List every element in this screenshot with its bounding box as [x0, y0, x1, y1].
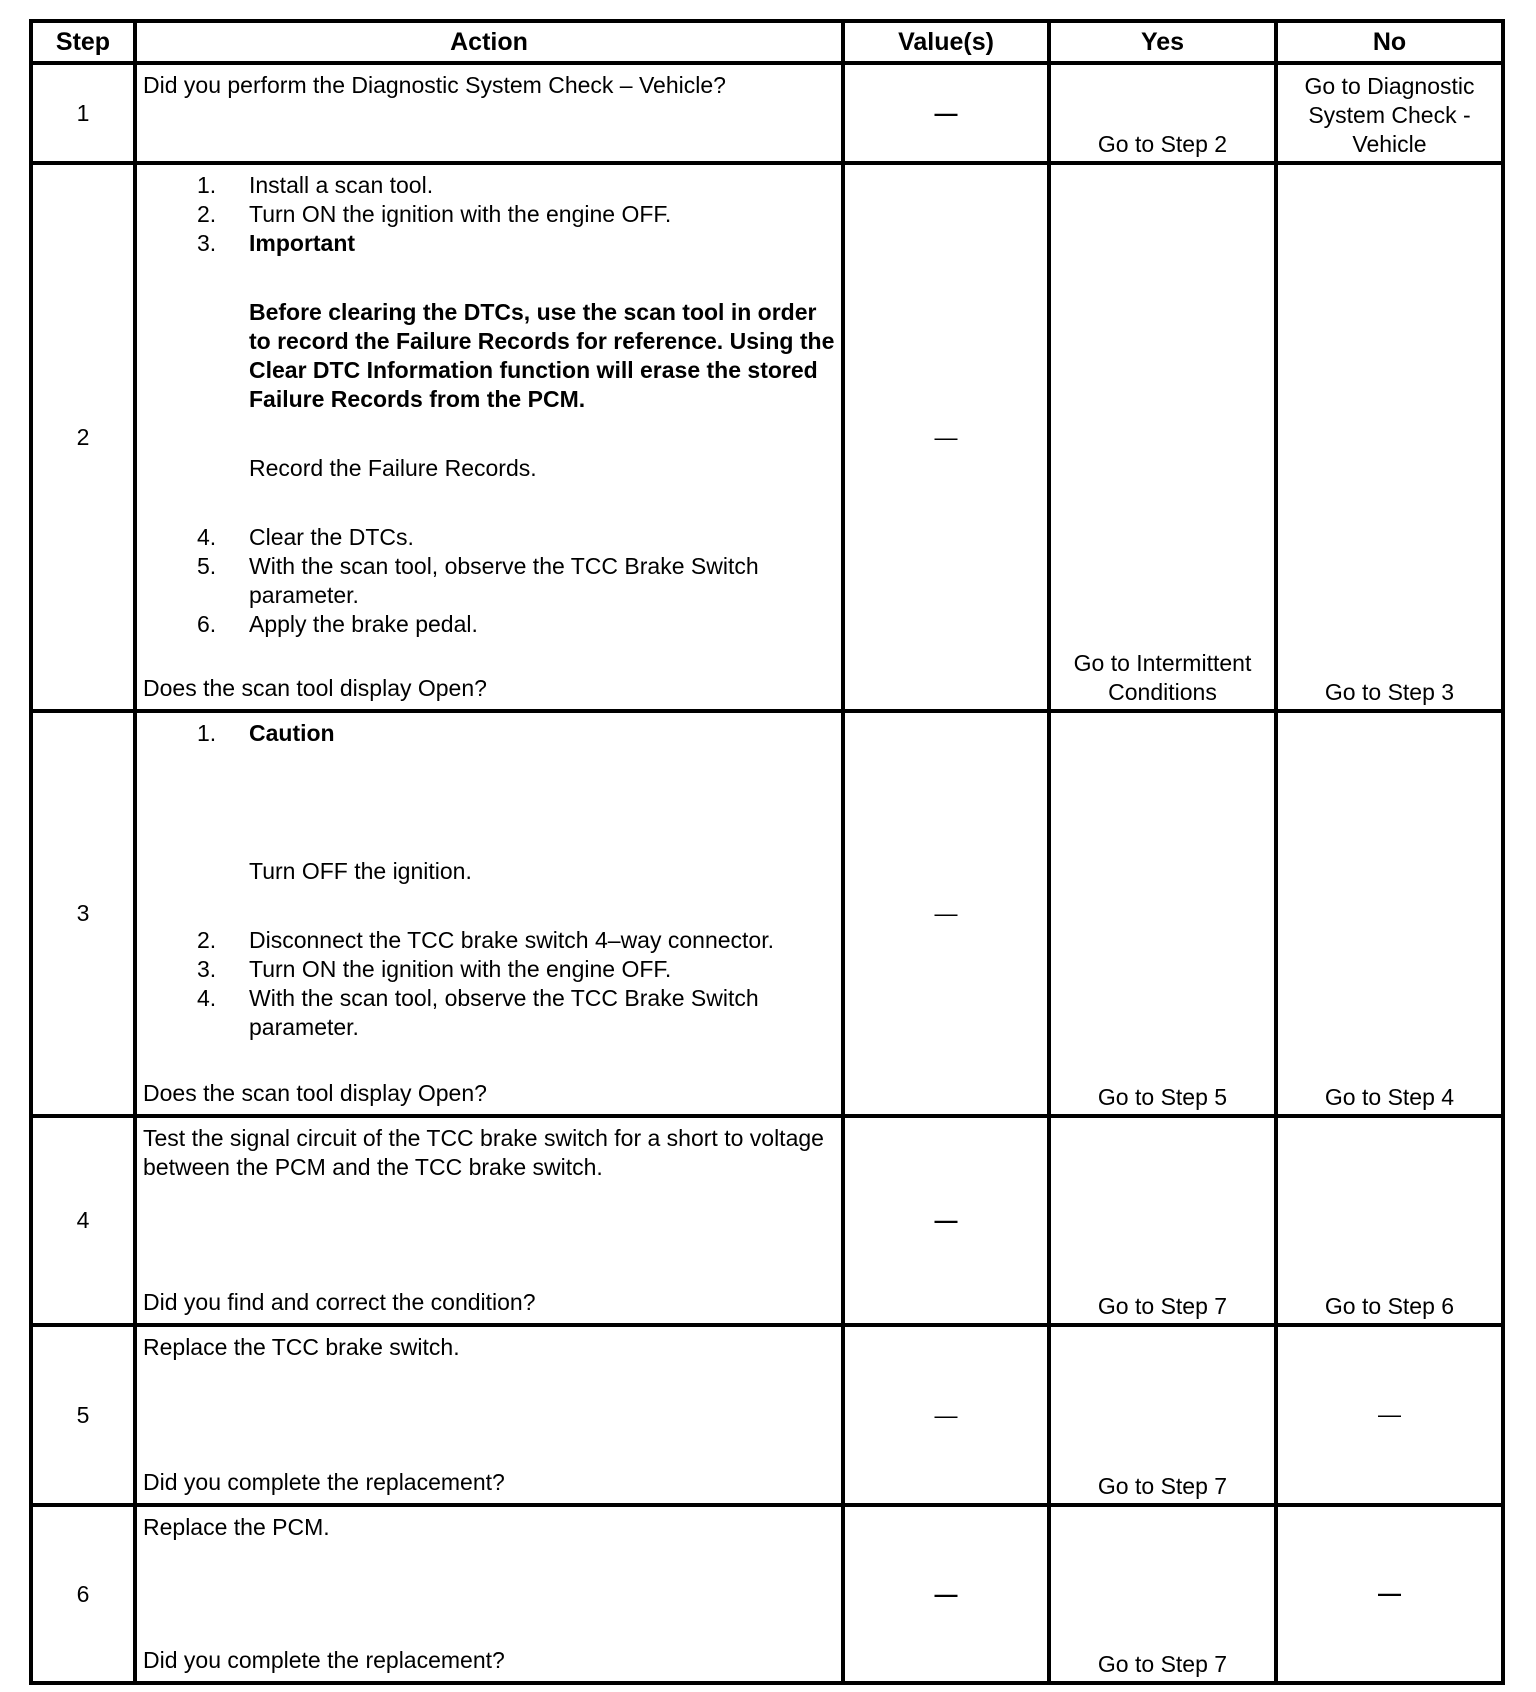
header-values: Value(s): [843, 21, 1049, 63]
table-row-step-1: [31, 63, 1503, 163]
sub-action: Record the Failure Records.: [249, 455, 537, 481]
step-number: 1: [31, 63, 135, 163]
yes-cell: Go to Step 7: [1049, 1325, 1276, 1505]
action-cell: [135, 711, 843, 1116]
step-number: 2: [31, 163, 135, 711]
value-cell: —: [843, 63, 1049, 163]
no-cell: Go to Step 4: [1276, 711, 1503, 1116]
list-item: [197, 523, 835, 552]
header-no: No: [1276, 21, 1503, 63]
list-number: 1.: [197, 172, 217, 198]
yes-cell: Go to Step 2: [1049, 63, 1276, 163]
action-text: Did you perform the Diagnostic System Check – Vehicle?: [143, 72, 726, 98]
value-cell: —: [843, 163, 1049, 711]
yes-cell: Go to Intermittent Conditions: [1049, 163, 1276, 711]
important-note: Before clearing the DTCs, use the scan tool in order to record the Failure Records for reference. Using the Clear DTC Information function will erase the stored Failure Records from the PCM.: [249, 299, 835, 412]
list-number: 3.: [197, 230, 217, 256]
list-item: [197, 926, 835, 955]
action-text: Replace the PCM.: [143, 1514, 330, 1540]
list-item: [197, 984, 835, 1042]
sub-action: Turn OFF the ignition.: [249, 858, 472, 884]
list-text: Apply the brake pedal.: [249, 611, 478, 637]
question-text: Does the scan tool display Open?: [143, 1080, 487, 1106]
step-number: 4: [31, 1116, 135, 1325]
question-text: Did you complete the replacement?: [143, 1647, 505, 1673]
list-text: Turn ON the ignition with the engine OFF.: [249, 201, 672, 227]
table-row-step-2: [31, 163, 1503, 711]
step-number: 3: [31, 711, 135, 1116]
diagnostic-table: [29, 19, 1505, 1685]
action-text: Replace the TCC brake switch.: [143, 1334, 460, 1360]
step-number: 6: [31, 1505, 135, 1683]
question-text: Did you find and correct the condition?: [143, 1289, 536, 1315]
no-cell: —: [1276, 1325, 1503, 1505]
step-number: 5: [31, 1325, 135, 1505]
list-item: [197, 552, 835, 610]
list-text: Disconnect the TCC brake switch 4–way connector.: [249, 927, 774, 953]
table-row-step-6: [31, 1505, 1503, 1683]
no-cell: Go to Diagnostic System Check - Vehicle: [1276, 63, 1503, 163]
action-list-continued: [197, 523, 835, 639]
value-cell: —: [843, 1325, 1049, 1505]
header-row: [31, 21, 1503, 63]
list-text: With the scan tool, observe the TCC Brake Switch parameter.: [249, 985, 759, 1040]
value-cell: —: [843, 1116, 1049, 1325]
list-item: [197, 229, 835, 258]
table-row-step-4: [31, 1116, 1503, 1325]
action-cell: [135, 63, 843, 163]
list-text: Clear the DTCs.: [249, 524, 414, 550]
value-cell: —: [843, 1505, 1049, 1683]
action-cell: [135, 1116, 843, 1325]
action-list: [197, 719, 835, 748]
list-item: [197, 955, 835, 984]
header-step: Step: [31, 21, 135, 63]
table-row-step-3: [31, 711, 1503, 1116]
list-text: Install a scan tool.: [249, 172, 434, 198]
yes-cell: Go to Step 5: [1049, 711, 1276, 1116]
list-number: 2.: [197, 201, 217, 227]
action-list-continued: [197, 926, 835, 1042]
action-cell: [135, 163, 843, 711]
caution-heading: Caution: [249, 720, 335, 746]
list-number: 2.: [197, 927, 217, 953]
question-text: Does the scan tool display Open?: [143, 675, 487, 701]
list-number: 4.: [197, 524, 217, 550]
yes-cell: Go to Step 7: [1049, 1116, 1276, 1325]
list-number: 3.: [197, 956, 217, 982]
action-text: Test the signal circuit of the TCC brake switch for a short to voltage between the PCM and the TCC brake switch.: [143, 1125, 824, 1180]
list-number: 4.: [197, 985, 217, 1011]
important-heading: Important: [249, 230, 356, 256]
list-item: [197, 171, 835, 200]
yes-cell: Go to Step 7: [1049, 1505, 1276, 1683]
header-yes: Yes: [1049, 21, 1276, 63]
action-cell: [135, 1325, 843, 1505]
no-cell: Go to Step 3: [1276, 163, 1503, 711]
action-list: [197, 171, 835, 258]
list-text: Turn ON the ignition with the engine OFF.: [249, 956, 672, 982]
header-action: Action: [135, 21, 843, 63]
list-number: 6.: [197, 611, 217, 637]
action-cell: [135, 1505, 843, 1683]
table-row-step-5: [31, 1325, 1503, 1505]
value-cell: —: [843, 711, 1049, 1116]
list-item: [197, 610, 835, 639]
list-number: 5.: [197, 553, 217, 579]
no-cell: Go to Step 6: [1276, 1116, 1503, 1325]
no-cell: —: [1276, 1505, 1503, 1683]
list-text: With the scan tool, observe the TCC Brake Switch parameter.: [249, 553, 759, 608]
question-text: Did you complete the replacement?: [143, 1469, 505, 1495]
list-item: [197, 719, 835, 748]
list-number: 1.: [197, 720, 217, 746]
list-item: [197, 200, 835, 229]
